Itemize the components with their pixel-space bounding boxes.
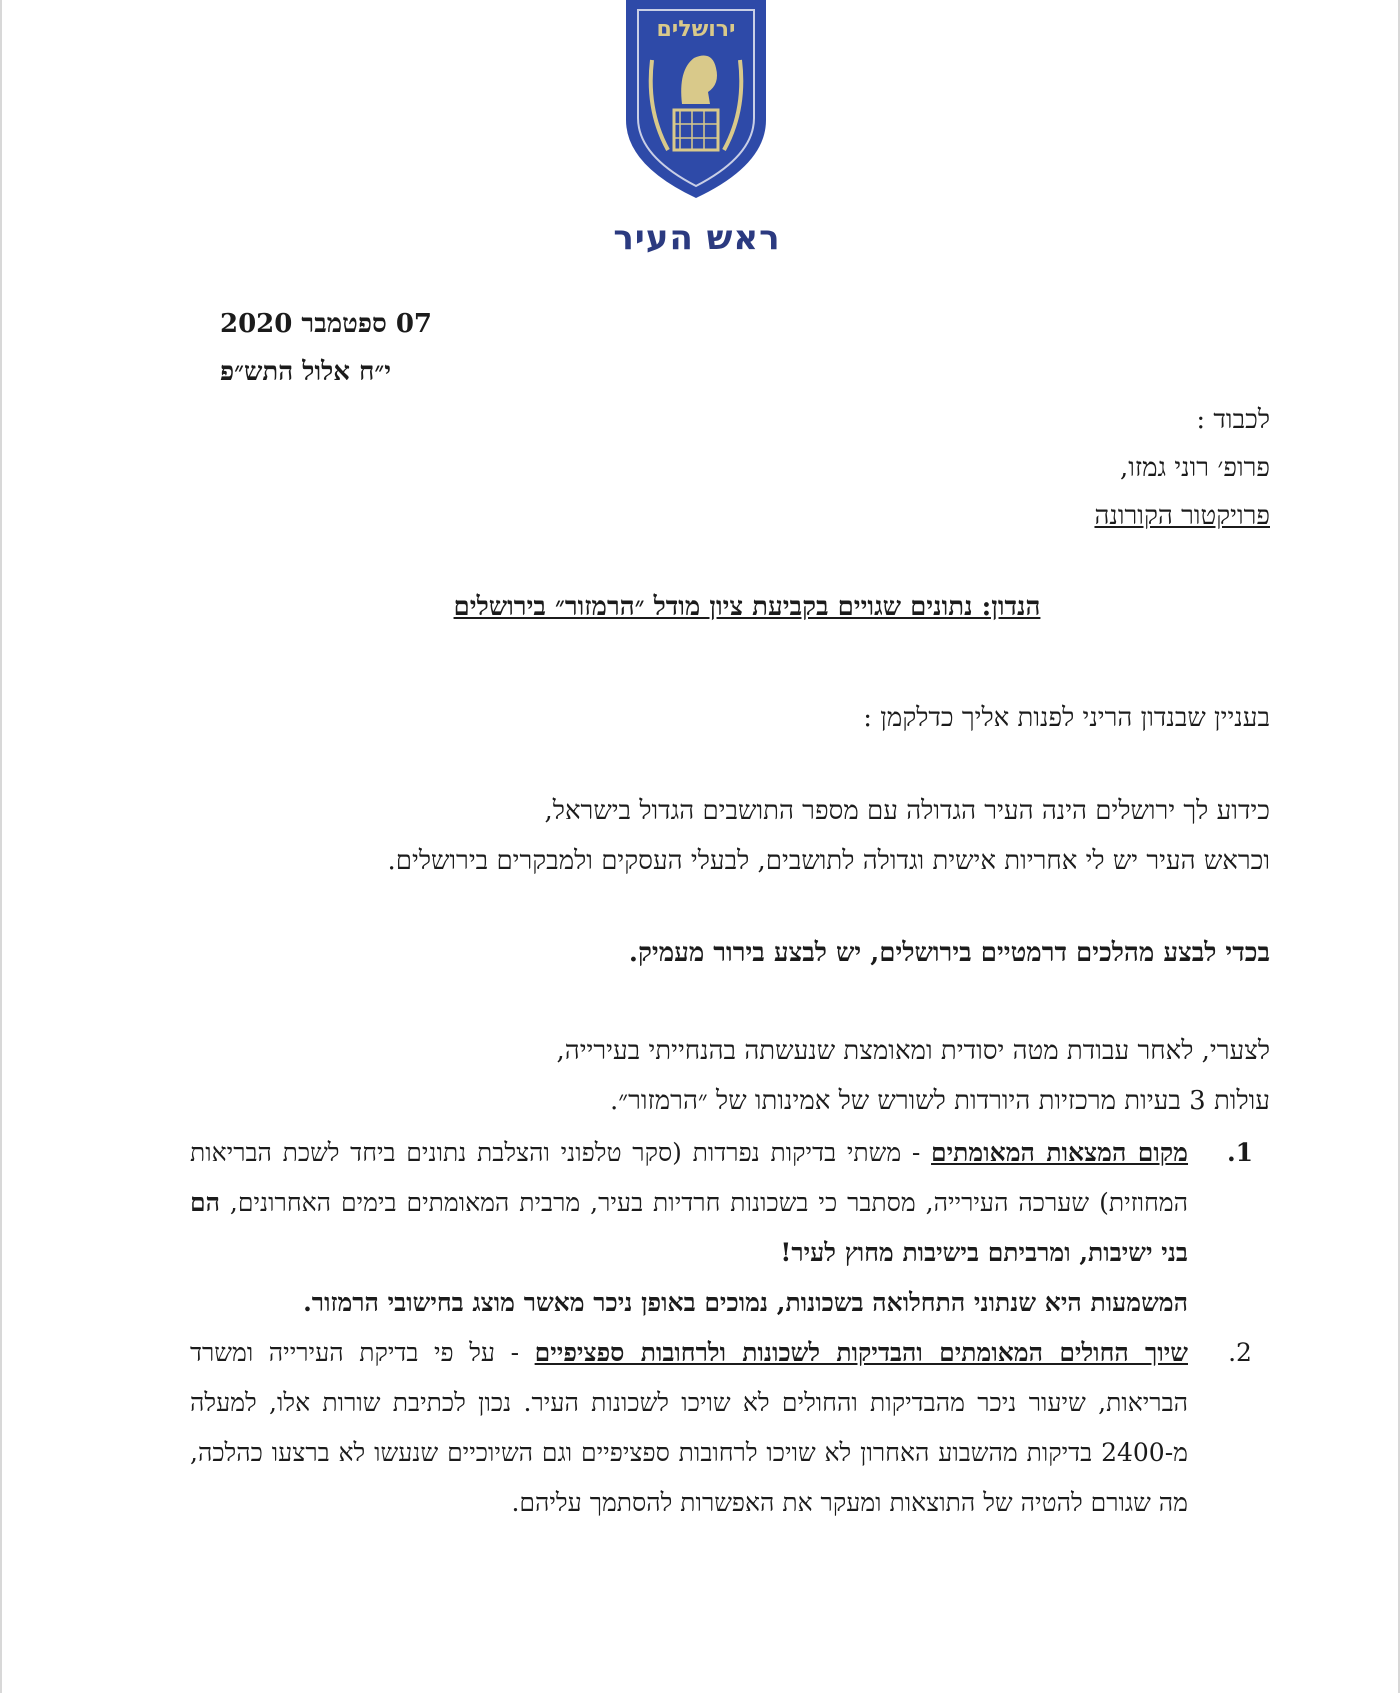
addressee-block — [1094, 396, 1270, 540]
list-item-text: - על פי בדיקת העירייה ומשרד הבריאות, שיעור ניכר מהבדיקות והחולים לא שויכו לשכונות העיר. נכון לכתיבת שורות אלו, למעלה מ-2400 בדיקות מהשבוע האחרון לא שויכו לרחובות ספציפיים וגם השיוכיים שנעשו לא ברצעו כהלכה, מה שגורם להטיה של התוצאות ומעקר את האפשרות להסתמך עליהם. — [190, 1338, 1188, 1517]
list-item-text: - משתי בדיקות נפרדות (סקר טלפוני והצלבת נתונים ביחד לשכת הבריאות המחוזית) שערכה העירייה, מסתבר כי בשכונות חרדיות בעיר, מרבית המאומתים בימים האחרונים, — [190, 1138, 1188, 1217]
salutation: לכבוד : — [1196, 405, 1270, 435]
list-item-number: 2. — [1228, 1338, 1252, 1367]
paragraph-2-line-2: עולות 3 בעיות מרכזיות היורדות לשורש של אמינותו של ״הרמזור״. — [609, 1086, 1270, 1116]
paragraph-1 — [190, 786, 1270, 886]
paragraph-1-line-2: וכראש העיר יש לי אחריות אישית וגדולה לתושבים, לבעלי העסקים ולמבקרים בירושלים. — [387, 846, 1270, 876]
list-item — [190, 1128, 1270, 1328]
hebrew-date: י״ח אלול התש״פ — [220, 357, 392, 387]
paragraph-1-line-1: כידוע לך ירושלים הינה העיר הגדולה עם מספר התושבים הגדול בישראל, — [544, 796, 1270, 826]
list-item-number: 1. — [1226, 1138, 1254, 1167]
subject-line: הנדון: נתונים שגויים בקביעת ציון מודל ״הרמזור״ בירושלים — [453, 592, 1041, 622]
list-item-conclusion: המשמעות היא שנתוני התחלואה בשכונות, נמוכים באופן ניכר מאשר מוצג בחישובי הרמזור. — [303, 1288, 1188, 1317]
bold-statement: בכדי לבצע מהלכים דרמטיים בירושלים, יש לבצע בירור מעמיק. — [628, 938, 1270, 968]
paragraph-2 — [190, 1026, 1270, 1126]
list-item-title: שיוך החולים המאומתים והבדיקות לשכונות ולרחובות ספציפיים — [534, 1338, 1188, 1367]
jerusalem-emblem-icon — [622, 0, 770, 200]
svg-text:ירושלים: ירושלים — [656, 17, 736, 42]
addressee-role: פרויקטור הקורונה — [1094, 501, 1270, 531]
office-title: ראש העיר — [613, 218, 781, 258]
gregorian-date: 07 ספטמבר 2020 — [220, 309, 433, 339]
list-item-emphasis: הם בני ישיבות, ומרביתם בישיבות מחוץ לעיר! — [190, 1188, 1188, 1267]
paragraph-2-line-1: לצערי, לאחר עבודת מטה יסודית ומאומצת שנעשתה בהנחייתי בעירייה, — [556, 1036, 1270, 1066]
letter-dates — [220, 300, 432, 396]
addressee-name: פרופ׳ רוני גמזו, — [1119, 453, 1270, 483]
opening-line: בעניין שבנדון הריני לפנות אליך כדלקמן : — [863, 703, 1270, 733]
list-item — [190, 1328, 1270, 1528]
issues-list — [190, 1128, 1270, 1528]
list-item-title: מקום המצאות המאומתים — [931, 1138, 1189, 1167]
